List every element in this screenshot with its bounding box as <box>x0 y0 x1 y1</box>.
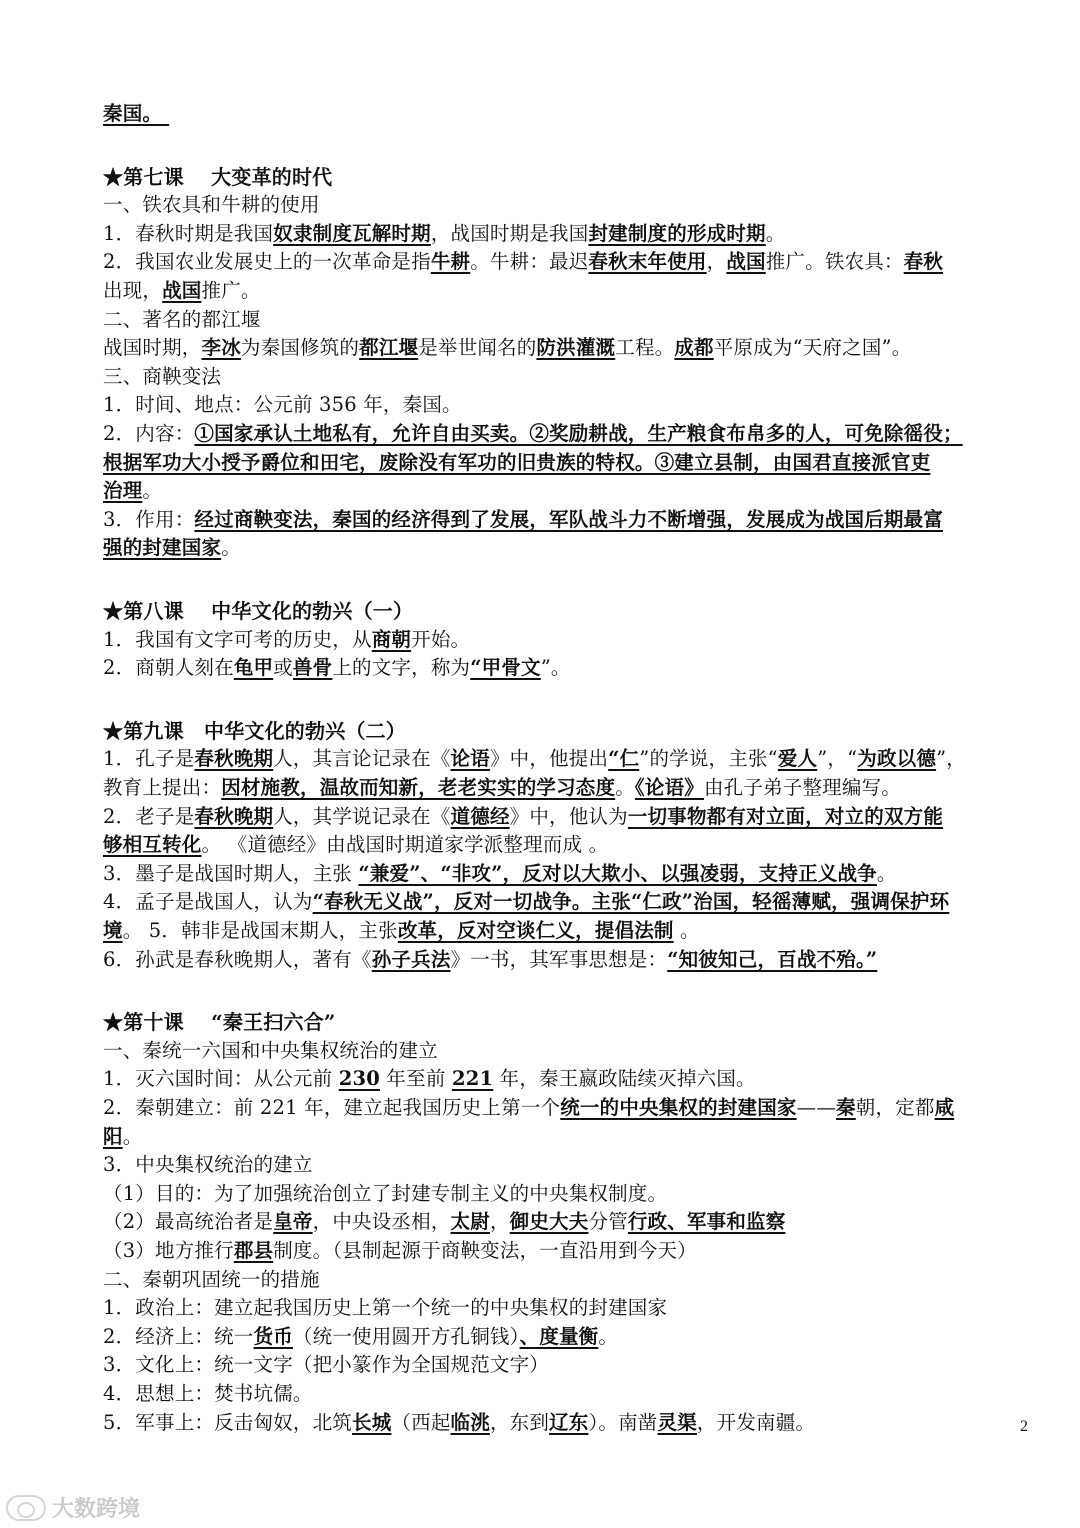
text-segment: 上的文字，称为 <box>332 656 471 680</box>
key-term: 灵渠 <box>657 1410 697 1434</box>
text-segment: 3．中央集权统治的建立 <box>103 1153 313 1177</box>
key-term: 治理 <box>103 479 143 503</box>
text-segment: 二、秦朝巩固统一的措施 <box>103 1267 320 1291</box>
text-line <box>103 449 1038 477</box>
text-segment: 3．文化上：统一文字（把小篆作为全国规范文字） <box>103 1353 550 1377</box>
text-segment: 推广。铁农具： <box>765 250 904 274</box>
text-segment: 一、秦统一六国和中央集权统治的建立 <box>103 1038 438 1062</box>
text-segment: 教育上提出： <box>103 776 222 799</box>
section-heading: ★第七课 大变革的时代 <box>103 164 333 189</box>
text-segment: 。 5．韩非是战国末期人，主张 <box>122 919 398 942</box>
text-segment: 平原成为“天府之国”。 <box>713 336 912 360</box>
text-line <box>103 191 1038 219</box>
text-line <box>103 1037 1038 1065</box>
key-term: 改革，反对空谈仁义，提倡法制 <box>397 919 674 942</box>
text-segment: ，东到 <box>489 1410 550 1434</box>
key-term: 、度量衡 <box>519 1324 599 1348</box>
text-segment: 。 <box>598 1324 619 1348</box>
text-line <box>103 1208 1038 1236</box>
text-line <box>103 163 1038 192</box>
key-term: 李冰 <box>201 336 241 360</box>
text-line <box>103 654 1038 682</box>
text-segment: ”。 <box>540 656 571 680</box>
text-segment: 。 <box>765 221 786 245</box>
text-segment: 一、铁农具和牛耕的使用 <box>103 193 320 217</box>
text-line <box>103 946 1038 974</box>
key-term: 辽东 <box>549 1410 589 1434</box>
text-segment: 6．孙武是春秋晚期人，著有《 <box>103 947 372 971</box>
key-term: 货币 <box>253 1324 293 1348</box>
key-term: 牛耕 <box>430 250 471 274</box>
text-line <box>103 1237 1038 1265</box>
text-segment: 2．商朝人刻在 <box>103 656 234 680</box>
text-segment: 1．春秋时期是我国 <box>103 221 274 245</box>
key-term: 行政、军事和监察 <box>627 1210 786 1234</box>
text-line <box>103 1409 1038 1437</box>
key-term: 防洪灌溉 <box>536 336 616 360</box>
key-term: 成都 <box>674 336 714 360</box>
text-segment: 3．作用： <box>103 507 195 531</box>
key-term: 论语 <box>450 747 490 771</box>
key-term: 秦 <box>836 1096 856 1119</box>
key-term: 孙子兵法 <box>371 947 451 971</box>
text-segment: 2．内容： <box>103 422 195 445</box>
text-segment: 。 《道德经》由战国时期道家学派整理而成 。 <box>201 833 609 857</box>
key-term: “知彼知己，百战不殆。” <box>667 947 878 971</box>
key-term: 春秋晚期 <box>194 804 274 828</box>
text-segment: 1．时间、地点：公元前 356 年，秦国。 <box>103 393 462 417</box>
text-line <box>103 831 1038 859</box>
key-term: 长城 <box>352 1410 392 1434</box>
text-segment: ，战国时期是我国 <box>430 221 589 245</box>
key-term: 够相互转化 <box>103 833 202 857</box>
text-line <box>103 534 1038 562</box>
text-segment: 三、商鞅变法 <box>103 364 222 388</box>
key-term: “甲骨文 <box>470 656 541 680</box>
text-line <box>103 477 1038 505</box>
key-term: 御史大夫 <box>509 1210 589 1234</box>
text-line <box>103 1065 1038 1093</box>
text-segment: 。牛耕：最迟 <box>470 250 589 274</box>
text-segment: 3．墨子是战国时期人，主张 <box>103 861 359 885</box>
key-term: 爱人 <box>777 747 818 771</box>
text-line <box>103 100 1038 128</box>
text-line <box>103 1123 1038 1151</box>
watermark-text: 大数跨境 <box>52 1497 141 1522</box>
key-term: 太尉 <box>450 1210 490 1234</box>
text-segment: （西起 <box>391 1410 451 1434</box>
text-line <box>103 306 1038 334</box>
text-segment: 为秦国修筑的 <box>240 336 360 360</box>
text-segment: 5．军事上：反击匈奴，北筑 <box>103 1410 353 1434</box>
text-segment: 。 <box>876 861 897 885</box>
text-segment: 推广。 <box>201 279 261 302</box>
key-term: 商朝 <box>371 627 412 651</box>
key-term: “仁 <box>608 747 640 771</box>
key-term: 咸 <box>934 1096 955 1119</box>
text-segment: 人，其学说记录在《 <box>273 804 451 828</box>
text-segment: 年至前 <box>380 1067 452 1091</box>
key-term: 郡县 <box>233 1239 274 1262</box>
key-term: 统一的中央集权的封建国家 <box>560 1096 797 1119</box>
text-segment: ”，“ <box>817 747 858 771</box>
key-term: 春秋末年使用 <box>588 250 707 274</box>
text-segment: ， <box>706 250 727 274</box>
text-segment: 1．孔子是 <box>103 747 195 771</box>
text-segment: 》中，他提出 <box>489 747 609 771</box>
text-segment: ”的学说，主张“ <box>639 747 778 771</box>
key-term: 龟甲 <box>233 656 274 680</box>
text-segment: 。 <box>142 479 163 503</box>
key-term: 奴隶制度瓦解时期 <box>273 221 431 245</box>
key-term: 秦国。 <box>103 102 170 125</box>
text-line <box>103 803 1038 831</box>
key-term: 春秋 <box>903 250 944 274</box>
text-segment: 2．秦朝建立：前 221 年，建立起我国历史上第一个 <box>103 1096 561 1119</box>
key-term: 《论语》 <box>634 776 704 799</box>
text-line <box>103 745 1038 773</box>
text-line <box>103 420 1038 448</box>
text-segment: 》中，他认为 <box>509 804 628 828</box>
text-segment: 出现， <box>103 279 163 302</box>
key-term: 经过商鞅变法，秦国的经济得到了发展，军队战斗力不断增强，发展成为战国后期最富 <box>194 507 944 531</box>
page-number: 2 <box>1020 1418 1028 1435</box>
text-line <box>103 334 1038 362</box>
watermark-logo-icon <box>6 1495 46 1521</box>
text-segment: （统一使用圆开方孔铜钱） <box>292 1324 520 1348</box>
text-segment: ，开发南疆。 <box>696 1410 816 1434</box>
key-term: 都江堰 <box>359 336 419 360</box>
key-term: “兼爱”、“非攻”，反对以大欺小、以强凌弱，支持正义战争 <box>358 861 877 885</box>
text-segment: ”， <box>936 747 966 771</box>
key-term: 兽骨 <box>292 656 333 680</box>
text-segment: 2．经济上：统一 <box>103 1324 254 1348</box>
text-segment: 是举世闻名的 <box>418 336 537 360</box>
text-line <box>103 220 1038 248</box>
text-segment: 制度。（县制起源于商鞅变法，一直沿用到今天） <box>273 1239 697 1262</box>
text-segment: 年，秦王嬴政陆续灭掉六国。 <box>493 1067 756 1091</box>
section-heading: ★第九课 中华文化的勃兴（二） <box>103 718 406 743</box>
text-segment: 工程。 <box>615 336 675 360</box>
key-term: 临洮 <box>450 1410 490 1434</box>
key-term: 因材施教，温故而知新，老老实实的学习态度 <box>221 776 616 799</box>
text-segment: 。 <box>122 1124 143 1148</box>
text-line <box>103 391 1038 419</box>
text-segment: 1．政治上：建立起我国历史上第一个统一的中央集权的封建国家 <box>103 1296 668 1320</box>
text-line <box>103 1351 1038 1379</box>
key-term: 为政以德 <box>857 747 937 771</box>
text-segment: 分管 <box>588 1210 628 1234</box>
text-segment: 4．思想上：焚书坑儒。 <box>103 1382 313 1405</box>
text-line <box>103 774 1038 802</box>
key-term: 春秋晚期 <box>194 747 274 771</box>
text-line <box>103 1151 1038 1179</box>
text-line <box>103 1294 1038 1322</box>
text-line <box>103 717 1038 746</box>
text-segment: 朝，定都 <box>855 1096 935 1119</box>
text-segment: （2）最高统治者是 <box>103 1210 274 1234</box>
text-line <box>103 506 1038 534</box>
text-segment: 》一书，其军事思想是： <box>450 947 668 971</box>
key-term: 战国 <box>162 279 202 302</box>
text-segment: 人，其言论记录在《 <box>273 747 451 771</box>
text-line <box>103 1323 1038 1351</box>
text-segment: 开始。 <box>411 627 471 651</box>
text-line <box>103 277 1038 305</box>
watermark <box>6 1492 140 1523</box>
text-segment: （1）目的：为了加强统治创立了封建专制主义的中央集权制度。 <box>103 1181 668 1205</box>
key-term: 强的封建国家 <box>103 536 222 560</box>
text-line <box>103 1008 1038 1037</box>
text-segment: 。 <box>673 919 700 942</box>
key-term: 阳 <box>103 1124 123 1148</box>
text-line <box>103 888 1038 916</box>
section-heading: ★第八课 中华文化的勃兴（一） <box>103 599 414 623</box>
text-line <box>103 1094 1038 1122</box>
text-line <box>103 597 1038 626</box>
text-segment: ， <box>489 1210 510 1234</box>
key-term: 皇帝 <box>273 1210 313 1234</box>
key-term: ①国家承认土地私有，允许自由买卖。②奖励耕战，生产粮食布帛多的人，可免除徭役； <box>194 422 963 445</box>
text-segment: 4．孟子是战国人，认为 <box>103 890 313 914</box>
text-segment: 1．我国有文字可考的历史，从 <box>103 627 372 651</box>
text-line <box>103 1380 1038 1408</box>
text-line <box>103 626 1038 654</box>
text-segment: ）。南凿 <box>588 1410 658 1434</box>
text-segment: 。 <box>221 536 241 560</box>
text-segment: ，中央设丞相， <box>312 1210 451 1234</box>
text-segment: 。 <box>615 776 635 799</box>
text-segment: 2．我国农业发展史上的一次革命是指 <box>103 250 431 274</box>
key-term: 230 <box>338 1067 381 1091</box>
key-term: 境 <box>103 919 123 942</box>
text-line <box>103 248 1038 276</box>
text-segment: —— <box>796 1096 837 1119</box>
text-segment: 1．灭六国时间：从公元前 <box>103 1067 339 1091</box>
key-term: 根据军功大小授予爵位和田宅，废除没有军功的旧贵族的特权。③建立县制，由国君直接派官吏 <box>103 450 931 474</box>
text-segment: （3）地方推行 <box>103 1239 234 1262</box>
key-term: “春秋无义战”，反对一切战争。主张“仁政”治国，轻徭薄赋，强调保护环 <box>312 890 950 914</box>
text-line <box>103 363 1038 391</box>
text-line <box>103 860 1038 888</box>
section-heading: ★第十课 “秦王扫六合” <box>103 1010 336 1035</box>
text-segment: 2．老子是 <box>103 804 195 828</box>
text-segment: 由孔子弟子整理编写。 <box>703 776 901 799</box>
text-line <box>103 1266 1038 1294</box>
key-term: 封建制度的形成时期 <box>588 221 766 245</box>
text-segment: 或 <box>273 656 293 680</box>
text-line <box>103 917 1038 945</box>
key-term: 221 <box>451 1067 494 1091</box>
text-line <box>103 1180 1038 1208</box>
key-term: 道德经 <box>450 804 510 828</box>
text-segment: 二、著名的都江堰 <box>103 307 261 331</box>
text-segment: 战国时期， <box>103 336 202 360</box>
key-term: 战国 <box>726 250 766 274</box>
key-term: 一切事物都有对立面，对立的双方能 <box>627 804 944 828</box>
